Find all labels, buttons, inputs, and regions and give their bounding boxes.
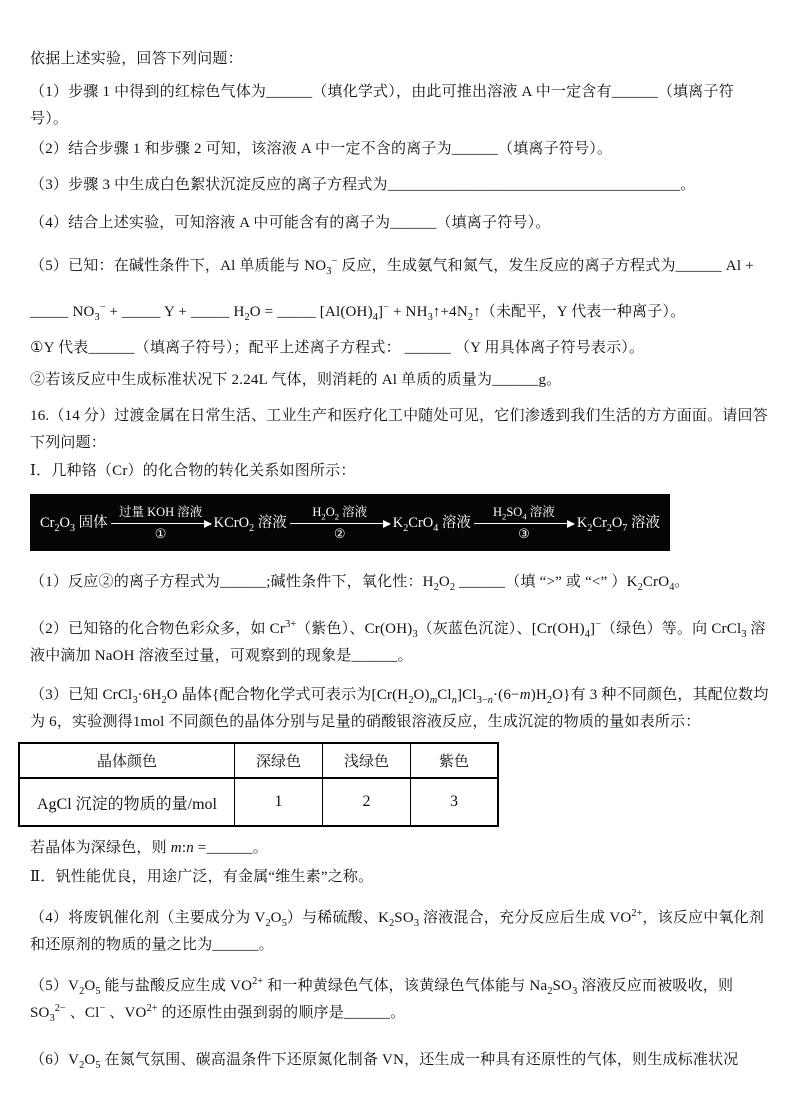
table-value-2: 2 bbox=[323, 778, 411, 826]
q15-item-1: （1）步骤 1 中得到的红棕色气体为______（填化学式），由此可推出溶液 A 中一定含有______（填离子符号）。 bbox=[30, 84, 734, 127]
reaction-arrow-icon bbox=[290, 523, 390, 524]
diagram-step-3-number: ③ bbox=[518, 525, 530, 541]
q16-part-1-heading: Ⅰ．几种铬（Cr）的化合物的转化关系如图所示： bbox=[30, 463, 356, 479]
diagram-compound-3: $K_2CrO_4$ 溶液 bbox=[392, 514, 471, 534]
diagram-step-2 bbox=[290, 505, 390, 541]
diagram-start-compound: $Cr_2O_3$ 固体 bbox=[40, 514, 108, 534]
table-value-3: 3 bbox=[411, 778, 499, 826]
q15-item-2: （2）结合步骤 1 和步骤 2 可知，该溶液 A 中一定不含的离子为______（填离子符号）。 bbox=[30, 141, 613, 157]
q16-item-5: $(5)V_2O_5$ 能与盐酸反应生成 $VO^{2+}$ 和一种黄绿色气体，该黄绿色气体能与 $Na_2SO_3$ 溶液反应而被吸收，则 $SO_3^{2-}$ 、Cl− 、$VO^{2+}$ 的还原性由强到弱的顺序是______。 bbox=[30, 976, 734, 1024]
diagram-compound-4: $K_2Cr_2O_7$ 溶液 bbox=[576, 514, 661, 534]
table-value-1: 1 bbox=[235, 778, 323, 826]
table-header-light-green: 浅绿色 bbox=[323, 743, 411, 778]
q16-item-2: （2）已知铬的化合物色彩众多，如 $Cr^{3+}$（紫色）、$Cr(OH)_3$（灰蓝色沉淀）、$[Cr(OH)_4]^-$（绿色）等。向 CrCl$_3$ 溶液中滴加 NaOH 溶液至过量，可观察到的现象是______。 bbox=[30, 619, 766, 664]
q15-item-3: （3）步骤 3 中生成白色絮状沉淀反应的离子方程式为______________________________________。 bbox=[30, 177, 696, 193]
table-header-crystal-color: 晶体颜色 bbox=[19, 743, 235, 778]
q16-item-1: （1）反应②的离子方程式为______;碱性条件下，氧化性：$H_2O_2$ ______（填 “>” 或 “<” ）$K_2CrO_4$。 bbox=[30, 574, 690, 593]
diagram-step-2-reagent: $H_2O_2$ 溶液 bbox=[312, 504, 368, 521]
q16-item-3: （3）已知 $CrCl_3\cdot 6H_2O$ 晶体{配合物化学式可表示为$[Cr(H_2O)_mCl_n]Cl_{3-n}\cdot(6-m)H_2O$}有 3 种不同颜色，其配位数均为 6，实验测得1mol 不同颜色的晶体分别与足量的硝酸银溶液反应，生成沉淀的物质的量如表所示： bbox=[30, 687, 769, 730]
q15-item-5-equation: _____ $NO_3^-$ + _____ Y + _____ $H_2O$ = _____ $[Al(OH)_4]^-$ + $NH_3↑+4N_2↑$（未配平，Y 代表一种离子）。 bbox=[30, 302, 686, 323]
q16-header: 16.（14 分）过渡金属在日常生活、工业生产和医疗化工中随处可见，它们渗透到我们生活的方方面面。请回答下列问题： bbox=[30, 408, 768, 451]
diagram-step-1-reagent: 过量 KOH 溶液 bbox=[118, 504, 203, 519]
diagram-step-2-number: ② bbox=[333, 525, 346, 541]
table-header-dark-green: 深绿色 bbox=[235, 743, 323, 778]
diagram-step-1-number: ① bbox=[154, 525, 167, 541]
table-header-row bbox=[19, 743, 498, 778]
q15-item-5: （5）已知：在碱性条件下，Al 单质能与 $NO_3^-$ 反应，生成氨气和氮气，发生反应的离子方程式为______ Al + bbox=[30, 256, 754, 277]
table-row-label: AgCl 沉淀的物质的量/mol bbox=[19, 778, 235, 826]
reaction-arrow-icon bbox=[474, 523, 574, 524]
reaction-arrow-icon bbox=[111, 523, 211, 524]
q15-item-4: （4）结合上述实验，可知溶液 A 中可能含有的离子为______（填离子符号）。 bbox=[30, 215, 551, 231]
diagram-compound-2: KCrO$_2$ 溶液 bbox=[213, 514, 287, 534]
diagram-step-3-reagent: $H_2SO_4$ 溶液 bbox=[493, 504, 555, 521]
q16-item-4: （4）将废钒催化剂（主要成分为 $V_2O_5$）与稀硫酸、$K_2SO_3$ 溶液混合，充分反应后生成 $VO^{2+}$，该反应中氧化剂和还原剂的物质的量之比为______。 bbox=[30, 908, 765, 953]
table-header-purple: 紫色 bbox=[411, 743, 499, 778]
q16-after-table: 若晶体为深绿色，则 m:n =______。 bbox=[30, 840, 268, 856]
chromium-flow-diagram bbox=[30, 494, 670, 551]
diagram-step-1 bbox=[111, 505, 211, 541]
q15-intro: 依据上述实验，回答下列问题： bbox=[30, 51, 243, 67]
q15-item-5-sub-1: ①Y 代表______（填离子符号）；配平上述离子方程式： ______ （Y 用具体离子符号表示）。 bbox=[30, 340, 645, 356]
q16-item-6: $(6)V_2O_5$ 在氮气氛围、碳高温条件下还原氮化制备 VN，还生成一种具有还原性的气体，则生成标准状况 bbox=[30, 1052, 739, 1071]
diagram-step-3 bbox=[474, 505, 574, 541]
q16-part-2-heading: Ⅱ．钒性能优良，用途广泛，有金属“维生素”之称。 bbox=[30, 869, 374, 885]
crystal-color-table bbox=[18, 742, 499, 827]
q15-item-5-sub-2: ②若该反应中生成标准状况下 2.24L 气体，则消耗的 Al 单质的质量为______g。 bbox=[30, 372, 562, 388]
table-data-row bbox=[19, 778, 498, 826]
